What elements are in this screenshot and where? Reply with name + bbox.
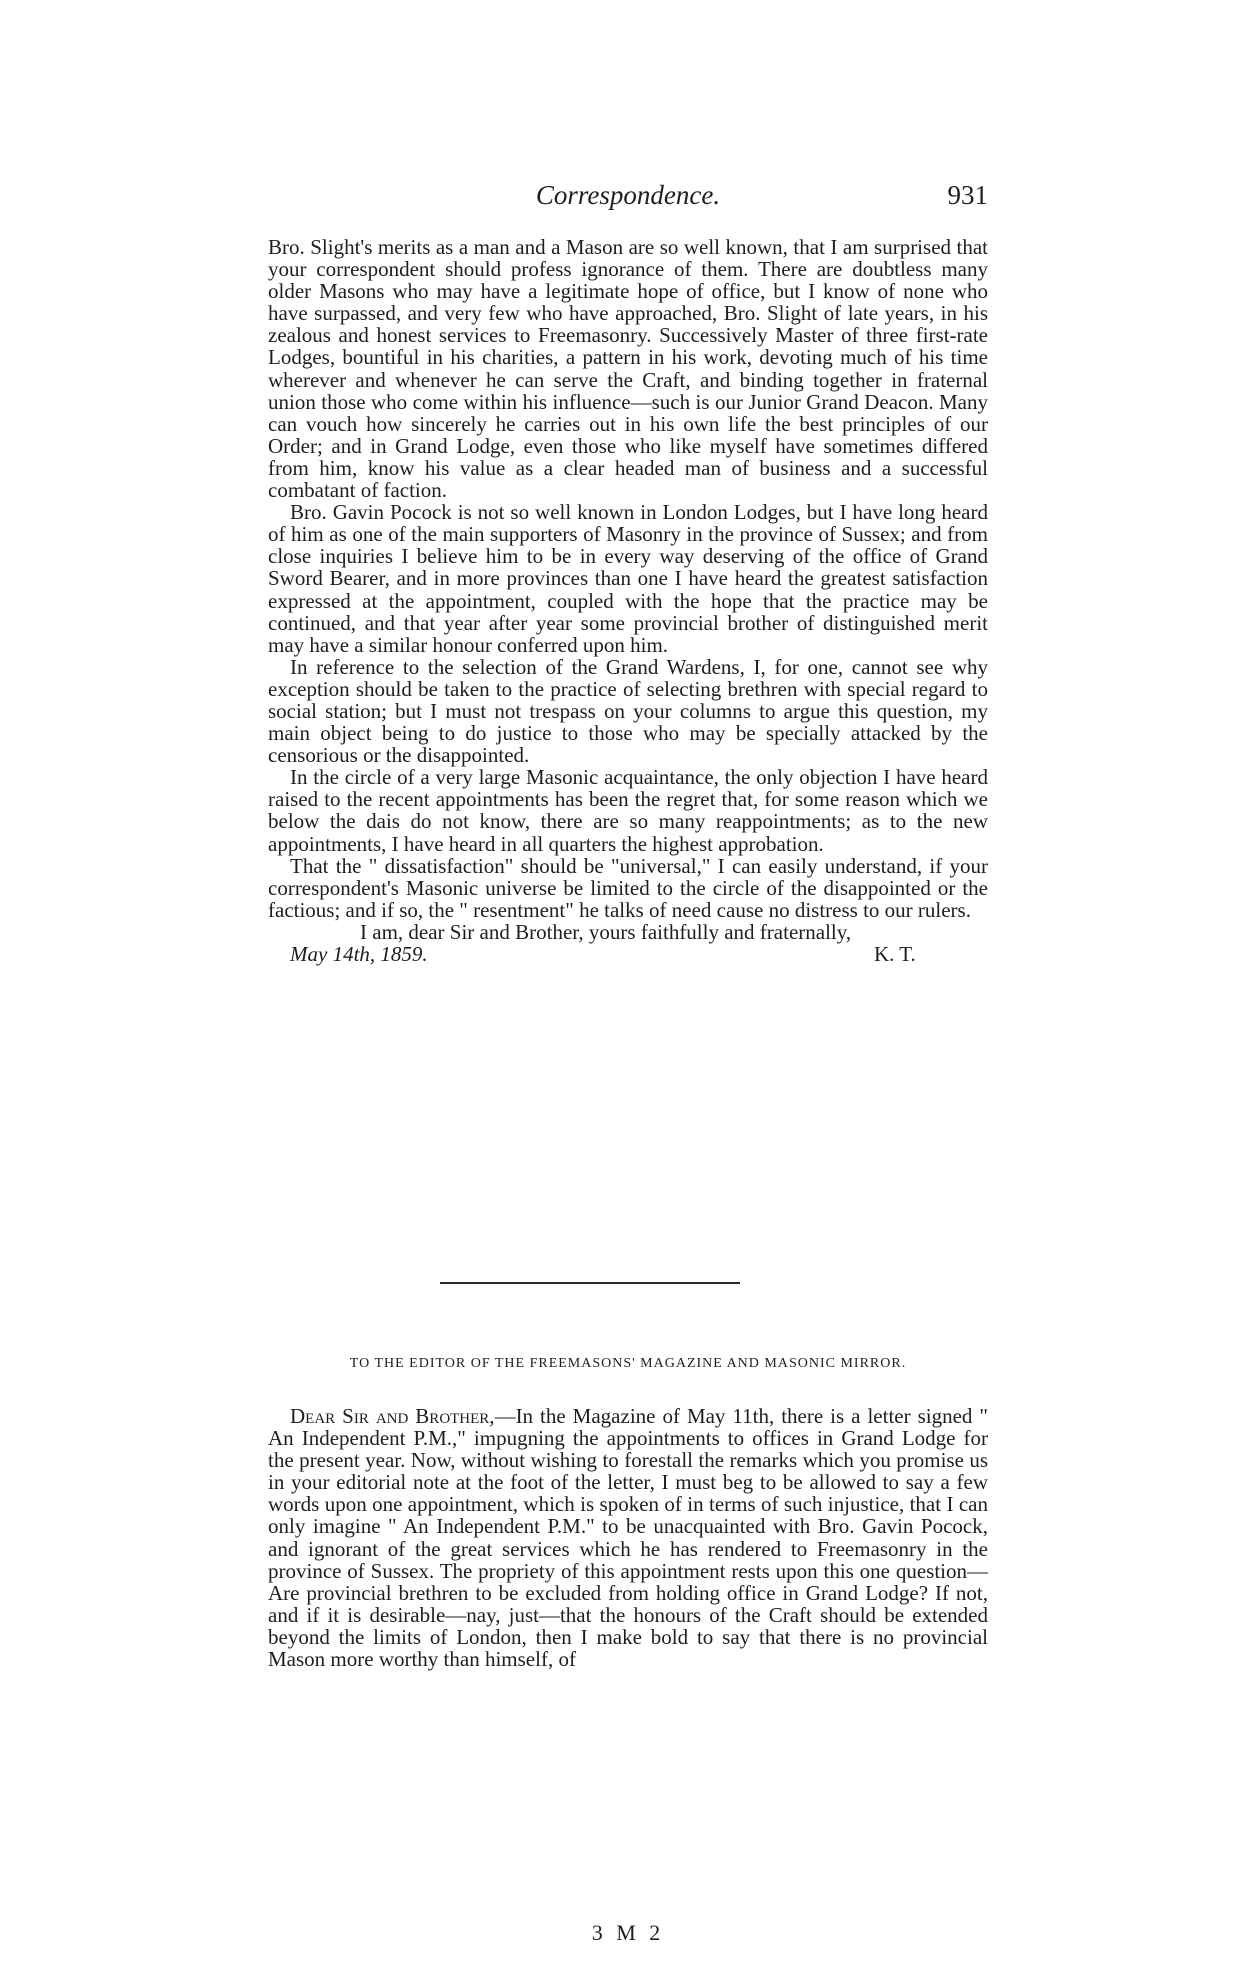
letter-closing: I am, dear Sir and Brother, yours faithfully and fraternally, [360,919,852,944]
salutation: Dear Sir and Brother, [290,1404,495,1428]
section-divider [440,1282,740,1284]
running-head [268,180,988,220]
paragraph: In reference to the selection of the Grand Wardens, I, for one, cannot see why exception should be taken to the practice of selecting brethren with special regard to social station; but I must not trespass on your columns to argue this question, my main object being to do justice to those who may be specially attacked by the censorious or the disappointed. [268,654,988,768]
letter-date: May 14th, 1859. [290,942,428,966]
section-heading: TO THE EDITOR OF THE FREEMASONS' MAGAZINE AND MASONIC MIRROR. [349,1356,907,1371]
paragraph: Bro. Slight's merits as a man and a Mason are so well known, that I am surprised that your correspondent should profess ignorance of them. There are doubtless many older Masons who may have a legitimate hope of office, but I know of none who have surpassed, and very few who have approached, Bro. Slight of late years, in his zealous and honest services to Freemasonry. Successively Master of three first-rate Lodges, bountiful in his charities, a pattern in his work, devoting much of his time wherever and whenever he can serve the Craft, and binding together in fraternal union those who come within his influence—such is our Junior Grand Deacon. Many can vouch how sincerely he carries out in his own life the best principles of our Order; and in Grand Lodge, even those who like myself have sometimes differed from him, know his value as a clear headed man of business and a successful combatant of faction. [268,235,988,503]
paragraph: Bro. Gavin Pocock is not so well known in London Lodges, but I have long heard of him as one of the main supporters of Masonry in the province of Sussex; and from close inquiries I believe him to be in every way deserving of the office of Grand Sword Bearer, and in more provinces than one I have heard the greatest satisfaction expressed at the appointment, coupled with the hope that the practice may be continued, and that year after year some provincial brother of distinguished merit may have a similar honour conferred upon him. [268,500,988,657]
letter-body: —In the Magazine of May 11th, there is a letter signed " An Independent P.M.," impugning the appointments to offices in Grand Lodge for the present year. Now, without wishing to forestall the remarks which you promise us in your editorial note at the foot of the letter, I must beg to be allowed to say a few words upon one appointment, which is spoken of in terms of such injustice, that I can only imagine " An Independent P.M." to be unacquainted with Bro. Gavin Pocock, and ignorant of the great services which he has rendered to Freemasonry in the province of Sussex. The propriety of this appointment rests upon this one question—Are provincial brethren to be excluded from holding office in Grand Lodge? If not, and if it is desirable—nay, just—that the honours of the Craft should be extended beyond the limits of London, then I make bold to say that there is no provincial Mason more worthy than himself, of [268,1404,988,1672]
paragraph: In the circle of a very large Masonic acquaintance, the only objection I have heard raised to the recent appointments has been the regret that, for some reason which we below the dais do not know, there are so many reappointments; as to the new appointments, I have heard in all quarters the highest approbation. [268,765,988,856]
letter-signature: K. T. [874,942,916,966]
printer-signature-mark: 3 M 2 [591,1920,665,1945]
letter-signoff [268,943,988,967]
paragraph [268,1405,988,1670]
letter-kt [268,236,988,967]
letter-editor [268,1405,988,1670]
running-title: Correspondence. [535,180,721,210]
paragraph: That the " dissatisfaction" should be "universal," I can easily understand, if your correspondent's Masonic universe be limited to the circle of the disappointed or the factious; and if so, the " resentment" he talks of need cause no distress to our rulers. [268,853,988,922]
page-number: 931 [947,180,988,210]
